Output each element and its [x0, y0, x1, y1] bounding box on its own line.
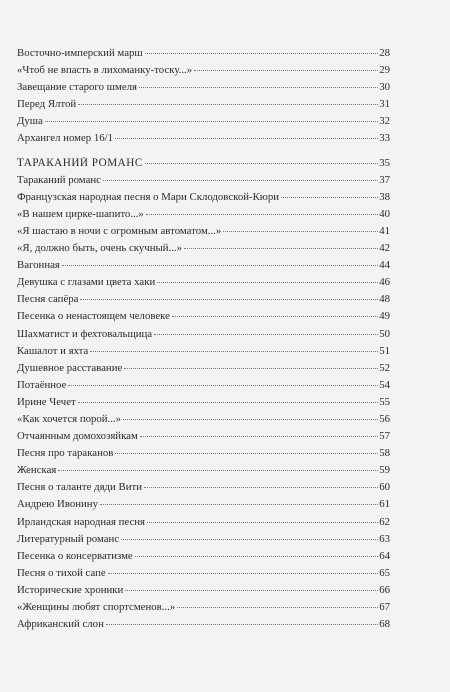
toc-entry-page-number: 31: [379, 98, 390, 111]
toc-entry-title: Душа: [17, 115, 43, 128]
dot-leader: [123, 419, 378, 420]
section-title: ТАРАКАНИЙ РОМАНС: [17, 156, 143, 169]
toc-entry-title: Песня про тараканов: [17, 447, 114, 460]
toc-entry[interactable]: [17, 293, 390, 305]
dot-leader: [144, 487, 378, 488]
toc-entry-page-number: 56: [379, 412, 390, 425]
dot-leader: [145, 163, 378, 164]
toc-entry-page-number: 67: [379, 601, 390, 613]
toc-entry-title: Песня сапёра: [17, 293, 79, 306]
toc-entry[interactable]: [17, 259, 390, 271]
toc-entry[interactable]: [17, 328, 390, 340]
toc-entry[interactable]: [17, 174, 390, 186]
toc-entry-page-number: 61: [379, 498, 390, 511]
toc-entry-title: «В нашем цирке-шапито...»: [17, 207, 144, 220]
dot-leader: [147, 522, 378, 523]
toc-entry-title: Французская народная песня о Мари Склодовской-Кюри: [17, 190, 280, 203]
toc-section-heading: [17, 157, 390, 169]
toc-entry-title: Восточно-имперский марш: [17, 47, 143, 59]
toc-entry-title: Архангел номер 16/1: [17, 132, 114, 145]
toc-entry[interactable]: [17, 310, 390, 322]
toc-entry-page-number: 29: [379, 64, 390, 77]
dot-leader: [106, 624, 378, 625]
toc-entry[interactable]: [17, 132, 390, 144]
toc-entry-title: Песня о таланте дяди Вити: [17, 481, 143, 494]
toc-entry[interactable]: [17, 208, 390, 220]
dot-leader: [115, 453, 378, 454]
dot-leader: [146, 214, 378, 215]
toc-entry[interactable]: [17, 601, 390, 613]
toc-entry-title: «Женщины любят спортсменов...»: [17, 601, 176, 613]
toc-entry[interactable]: [17, 533, 390, 545]
toc-entry-title: «Как хочется порой...»: [17, 412, 122, 425]
toc-entry[interactable]: [17, 191, 390, 203]
toc-entry-page-number: 49: [379, 310, 390, 323]
dot-leader: [115, 138, 378, 139]
toc-entry-page-number: 63: [379, 532, 390, 545]
dot-leader: [281, 197, 378, 198]
toc-entry[interactable]: [17, 98, 390, 110]
dot-leader: [80, 299, 378, 300]
dot-leader: [125, 590, 378, 591]
dot-leader: [108, 573, 379, 574]
toc-entry-title: Песенка о консерватизме: [17, 549, 133, 562]
dot-leader: [90, 351, 378, 352]
toc-entry-title: Завещание старого шмеля: [17, 81, 137, 94]
section-entry[interactable]: [17, 157, 390, 169]
toc-entry[interactable]: [17, 618, 390, 630]
toc-entry[interactable]: [17, 64, 390, 76]
toc-entry[interactable]: [17, 447, 390, 459]
toc-entry-title: Вагонная: [17, 259, 60, 272]
dot-leader: [103, 180, 378, 181]
dot-leader: [177, 607, 378, 608]
toc-entry-title: Душевное расставание: [17, 361, 123, 374]
toc-entry[interactable]: [17, 464, 390, 476]
toc-entry-page-number: 52: [379, 361, 390, 374]
toc-entry[interactable]: [17, 413, 390, 425]
toc-entry-page-number: 38: [379, 190, 390, 203]
toc-entry-page-number: 60: [379, 481, 390, 494]
toc-entry-page-number: 64: [379, 549, 390, 562]
toc-entry-page-number: 51: [379, 344, 390, 357]
dot-leader: [223, 231, 378, 232]
toc-entry[interactable]: [17, 242, 390, 254]
dot-leader: [78, 104, 378, 105]
toc-entry-page-number: 48: [379, 293, 390, 306]
toc-entry-page-number: 55: [379, 395, 390, 408]
section-spacer: [17, 150, 390, 157]
toc-entry-title: Ирландская народная песня: [17, 515, 145, 528]
toc-entry-page-number: 32: [379, 115, 390, 128]
toc-entry-page-number: 46: [379, 276, 390, 289]
toc-entry[interactable]: [17, 115, 390, 127]
toc-entry[interactable]: [17, 516, 390, 528]
toc-entry-page-number: 54: [379, 378, 390, 391]
toc-entry[interactable]: [17, 81, 390, 93]
toc-entry-page-number: 33: [379, 132, 390, 145]
toc-entry-page-number: 50: [379, 327, 390, 340]
toc-entry-title: «Я шастаю в ночи с огромным автоматом...»: [17, 224, 222, 237]
toc-entry-title: Африканский слон: [17, 618, 104, 631]
section-page-number: 35: [379, 156, 390, 169]
dot-leader: [58, 470, 378, 471]
dot-leader: [145, 53, 379, 54]
toc-entry-title: Шахматист и фехтовальщица: [17, 327, 153, 340]
dot-leader: [121, 539, 378, 540]
dot-leader: [78, 402, 378, 403]
dot-leader: [157, 282, 378, 283]
toc-entry-title: Девушка с глазами цвета хаки: [17, 276, 156, 289]
dot-leader: [184, 248, 378, 249]
toc-entry[interactable]: [17, 47, 390, 59]
toc-entry-title: Перед Ялтой: [17, 98, 77, 111]
toc-entry[interactable]: [17, 345, 390, 357]
toc-entry-page-number: 28: [379, 47, 390, 59]
toc-entry-title: Кашалот и яхта: [17, 344, 89, 357]
toc-entry[interactable]: [17, 498, 390, 510]
toc-entry-title: Исторические хроники: [17, 583, 124, 596]
dot-leader: [62, 265, 378, 266]
toc-entry-page-number: 40: [379, 207, 390, 220]
dot-leader: [194, 70, 378, 71]
toc-entry-page-number: 42: [379, 242, 390, 255]
toc-entry-title: Песенка о ненастоящем человеке: [17, 310, 170, 323]
dot-leader: [172, 316, 378, 317]
toc-entry-title: «Я, должно быть, очень скучный...»: [17, 242, 183, 255]
toc-entry[interactable]: [17, 379, 390, 391]
toc-entry-title: Потаённое: [17, 378, 67, 391]
toc-entry[interactable]: [17, 430, 390, 442]
toc-entry-page-number: 66: [379, 583, 390, 596]
toc-entry[interactable]: [17, 362, 390, 374]
dot-leader: [139, 87, 378, 88]
toc-list-section: [17, 174, 390, 630]
toc-entry[interactable]: [17, 550, 390, 562]
dot-leader: [124, 368, 378, 369]
dot-leader: [68, 385, 378, 386]
toc-entry[interactable]: [17, 396, 390, 408]
toc-entry-title: Тараканий романс: [17, 173, 101, 186]
toc-entry[interactable]: [17, 276, 390, 288]
toc-entry-title: Ирине Чечет: [17, 395, 76, 408]
dot-leader: [135, 556, 378, 557]
toc-entry-title: Андрею Ивонину: [17, 498, 98, 511]
dot-leader: [140, 436, 378, 437]
dot-leader: [100, 504, 378, 505]
toc-entry-page-number: 62: [379, 515, 390, 528]
toc-entry-title: Женская: [17, 464, 57, 477]
toc-entry[interactable]: [17, 225, 390, 237]
toc-entry-page-number: 65: [379, 566, 390, 579]
toc-entry-page-number: 59: [379, 464, 390, 477]
toc-entry-title: Литературный романс: [17, 532, 120, 545]
toc-entry-page-number: 58: [379, 447, 390, 460]
toc-entry[interactable]: [17, 567, 390, 579]
toc-entry-title: Отчаянным домохозяйкам: [17, 430, 138, 443]
toc-entry-page-number: 44: [379, 259, 390, 272]
toc-entry-page-number: 68: [379, 618, 390, 631]
toc-entry[interactable]: [17, 481, 390, 493]
toc-entry-page-number: 30: [379, 81, 390, 94]
dot-leader: [45, 121, 378, 122]
toc-entry-page-number: 41: [379, 224, 390, 237]
toc-entry-title: «Чтоб не впасть в лихоманку-тоску...»: [17, 64, 193, 77]
table-of-contents: [17, 47, 390, 635]
toc-entry-page-number: 57: [379, 430, 390, 443]
toc-entry[interactable]: [17, 584, 390, 596]
toc-list-top: [17, 47, 390, 144]
toc-entry-title: Песня о тихой сапе: [17, 566, 106, 579]
dot-leader: [154, 334, 378, 335]
toc-entry-page-number: 37: [379, 173, 390, 186]
